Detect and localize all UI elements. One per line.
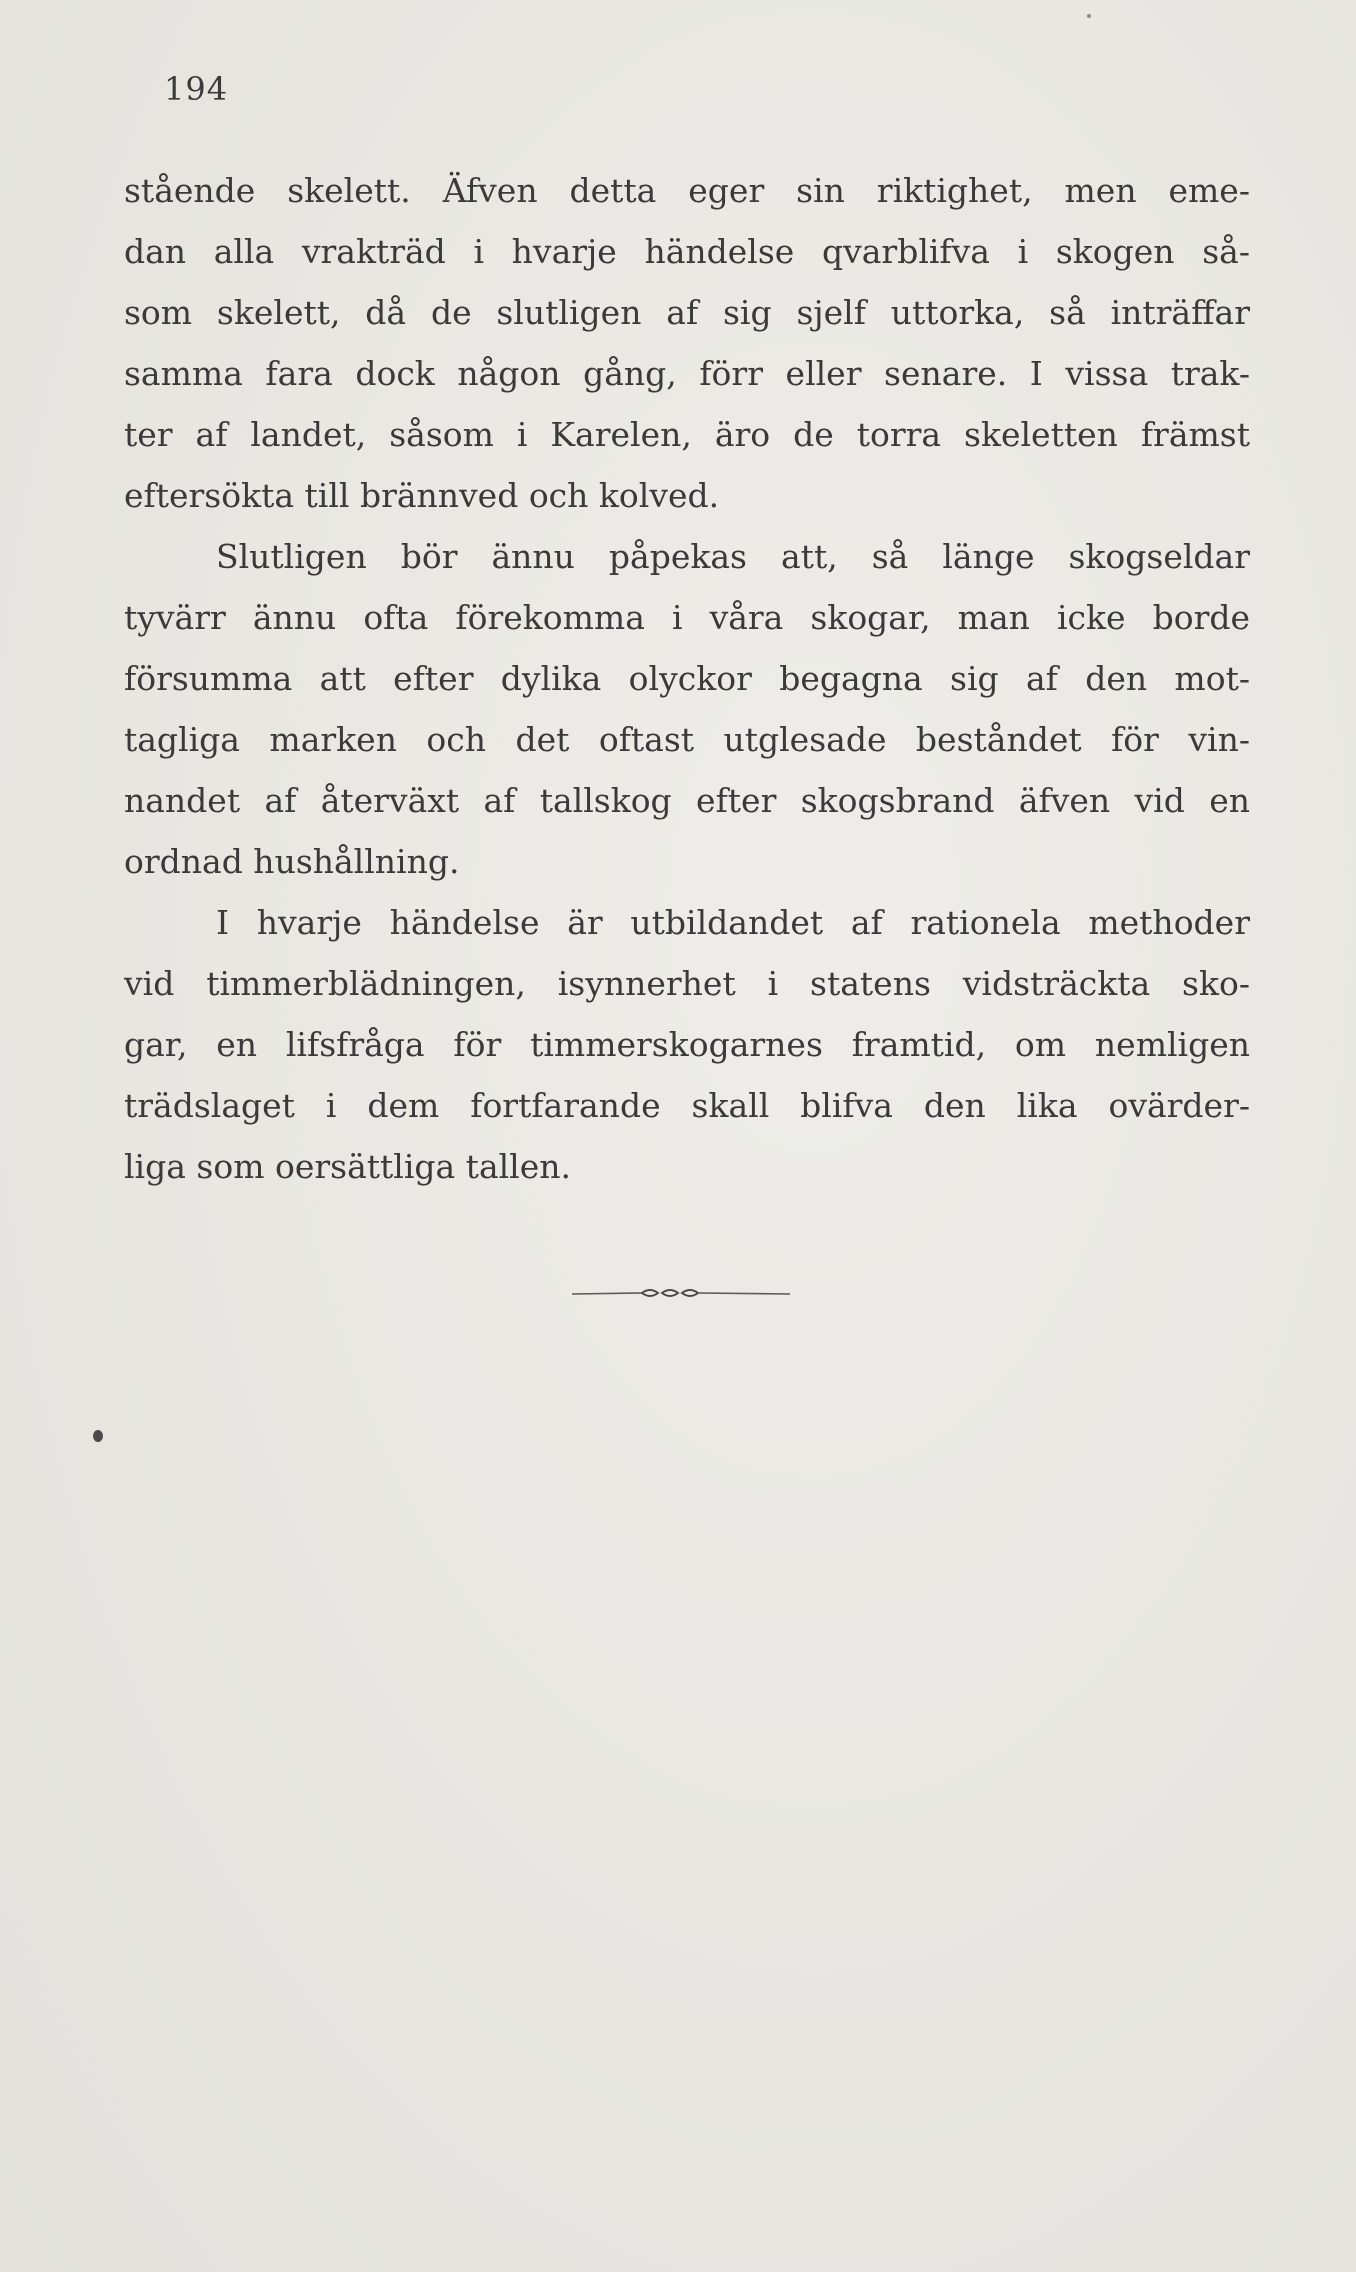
text-line: Slutligen bör ännu påpekas att, så länge skogseldar xyxy=(216,537,1250,576)
text-line: gar, en lifsfråga för timmerskogarnes framtid, om nemligen xyxy=(124,1025,1250,1064)
text-line: I hvarje händelse är utbildandet af rationela methoder xyxy=(216,903,1250,942)
text-line: ordnad hushållning. xyxy=(124,842,460,881)
text-line: dan alla vrakträd i hvarje händelse qvarblifva i skogen så- xyxy=(124,232,1250,271)
end-ornament-icon xyxy=(570,1278,792,1308)
text-line: samma fara dock någon gång, förr eller senare. I vissa trak- xyxy=(124,354,1250,393)
ink-speck xyxy=(93,1430,103,1442)
text-line: ter af landet, såsom i Karelen, äro de torra skeletten främst xyxy=(124,415,1250,454)
page-number: 194 xyxy=(164,70,229,108)
text-line: som skelett, då de slutligen af sig sjelf uttorka, så inträffar xyxy=(124,293,1250,332)
text-line: liga som oersättliga tallen. xyxy=(124,1147,571,1186)
text-line: försumma att efter dylika olyckor begagna sig af den mot- xyxy=(124,659,1250,698)
paper-speck xyxy=(1087,14,1091,18)
text-line: tyvärr ännu ofta förekomma i våra skogar, man icke borde xyxy=(124,598,1250,637)
text-line: trädslaget i dem fortfarande skall blifva den lika ovärder- xyxy=(124,1086,1250,1125)
text-line: tagliga marken och det oftast utglesade beståndet för vin- xyxy=(124,720,1250,759)
body-text xyxy=(124,160,1250,1197)
text-line: vid timmerblädningen, isynnerhet i statens vidsträckta sko- xyxy=(124,964,1250,1003)
text-line: stående skelett. Äfven detta eger sin riktighet, men eme- xyxy=(124,171,1250,210)
text-line: nandet af återväxt af tallskog efter skogsbrand äfven vid en xyxy=(124,781,1250,820)
text-line: eftersökta till brännved och kolved. xyxy=(124,476,720,515)
